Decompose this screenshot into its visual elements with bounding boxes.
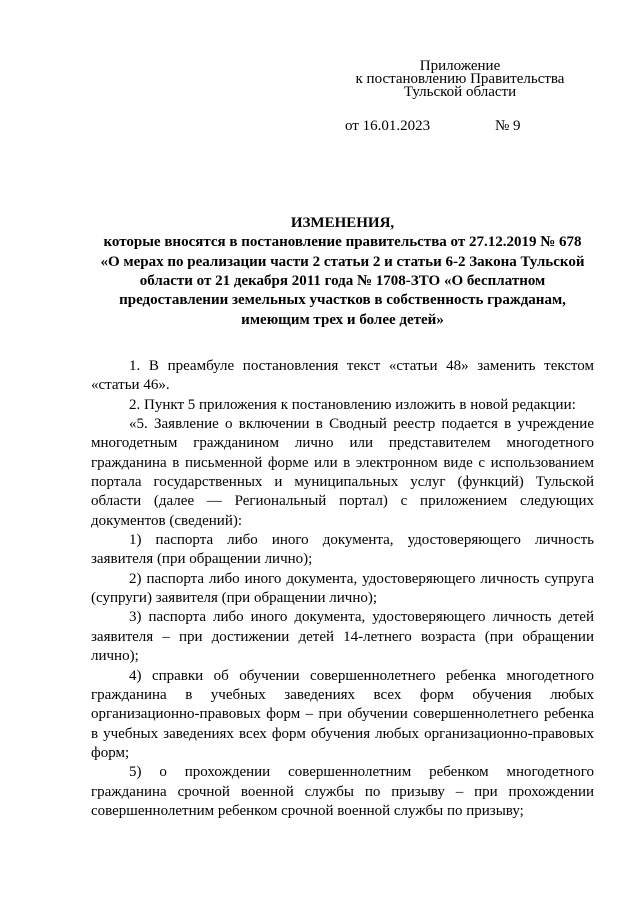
body-paragraph [91,396,594,415]
appendix-line: Тульской области [403,84,517,100]
paragraph-line: 1. В преамбуле постановления текст «статьи 48» заменить текстом [129,358,594,374]
document-date: от 16.01.2023 [345,118,431,134]
paragraph-line: «статьи 46». [91,377,170,394]
title-heading: ИЗМЕНЕНИЯ, [290,215,395,231]
document-body [91,357,594,821]
paragraph-line: лично); [91,648,139,665]
paragraph-line: 2. Пункт 5 приложения к постановлению изложить в новой редакции: [129,396,576,413]
title-line: области от 21 декабря 2011 года № 1708-ЗТО «О бесплатном [139,273,546,290]
paragraph-line: гражданина в учебных заведениях всех форм обучения любых [91,686,594,703]
paragraph-line: гражданина срочной военной службы по призыву – при прохождении [91,783,594,800]
title-line: «О мерах по реализации части 2 статьи 2 и статьи 6-2 Закона Тульской [100,253,585,270]
appendix-header [340,60,580,99]
paragraph-line: 1) паспорта либо иного документа, удостоверяющего личность [129,532,594,549]
paragraph-line: (супруги) заявителя (при обращении лично); [91,590,378,607]
body-paragraph [91,763,594,821]
body-paragraph [91,667,594,764]
paragraph-line: области (далее — Региональный портал) с приложением следующих [91,493,594,510]
body-paragraph [91,531,594,570]
paragraph-line: гражданина в письменной форме или в электронном виде с использованием [91,454,594,471]
paragraph-line: 2) паспорта либо иного документа, удостоверяющего личность супруга [129,570,594,587]
paragraph-line: «5. Заявление о включении в Сводный реестр подается в учреждение [129,416,594,433]
appendix-line: Приложение [419,58,501,74]
paragraph-line: 4) справки об обучении совершеннолетнего ребенка многодетного [129,667,594,684]
body-paragraph [91,608,594,666]
body-paragraph [91,357,594,396]
paragraph-line: 3) паспорта либо иного документа, удостоверяющего личность детей [129,609,594,626]
title-line: предоставлении земельных участков в собственность гражданам, [119,292,566,309]
body-paragraph [91,415,594,531]
appendix-line: к постановлению Правительства [355,71,565,87]
title-line: которые вносятся в постановление правительства от 27.12.2019 № 678 [103,234,582,251]
paragraph-line: форм; [91,744,130,761]
paragraph-line: портала государственных и муниципальных услуг (функций) Тульской [91,474,594,491]
document-title [91,214,594,330]
paragraph-line: совершеннолетним ребенком срочной военной службы по призыву; [91,802,524,819]
paragraph-line: документов (сведений): [91,512,243,529]
title-line: имеющим трех и более детей» [241,311,444,328]
document-number: № 9 [495,118,521,134]
paragraph-line: заявителя – при достижении детей 14-летнего возраста (при обращении [91,628,594,645]
paragraph-line: заявителя (при обращении лично); [91,551,313,568]
paragraph-line: 5) о прохождении совершеннолетним ребенком многодетного [129,764,594,781]
paragraph-line: многодетным гражданином лично или представителем многодетного [91,435,594,452]
paragraph-line: в учебных заведениях всех форм обучения любых организационно-правовых [91,725,594,742]
body-paragraph [91,570,594,609]
paragraph-line: организационно-правовых форм – при обучении совершеннолетнего ребенка [91,706,594,723]
